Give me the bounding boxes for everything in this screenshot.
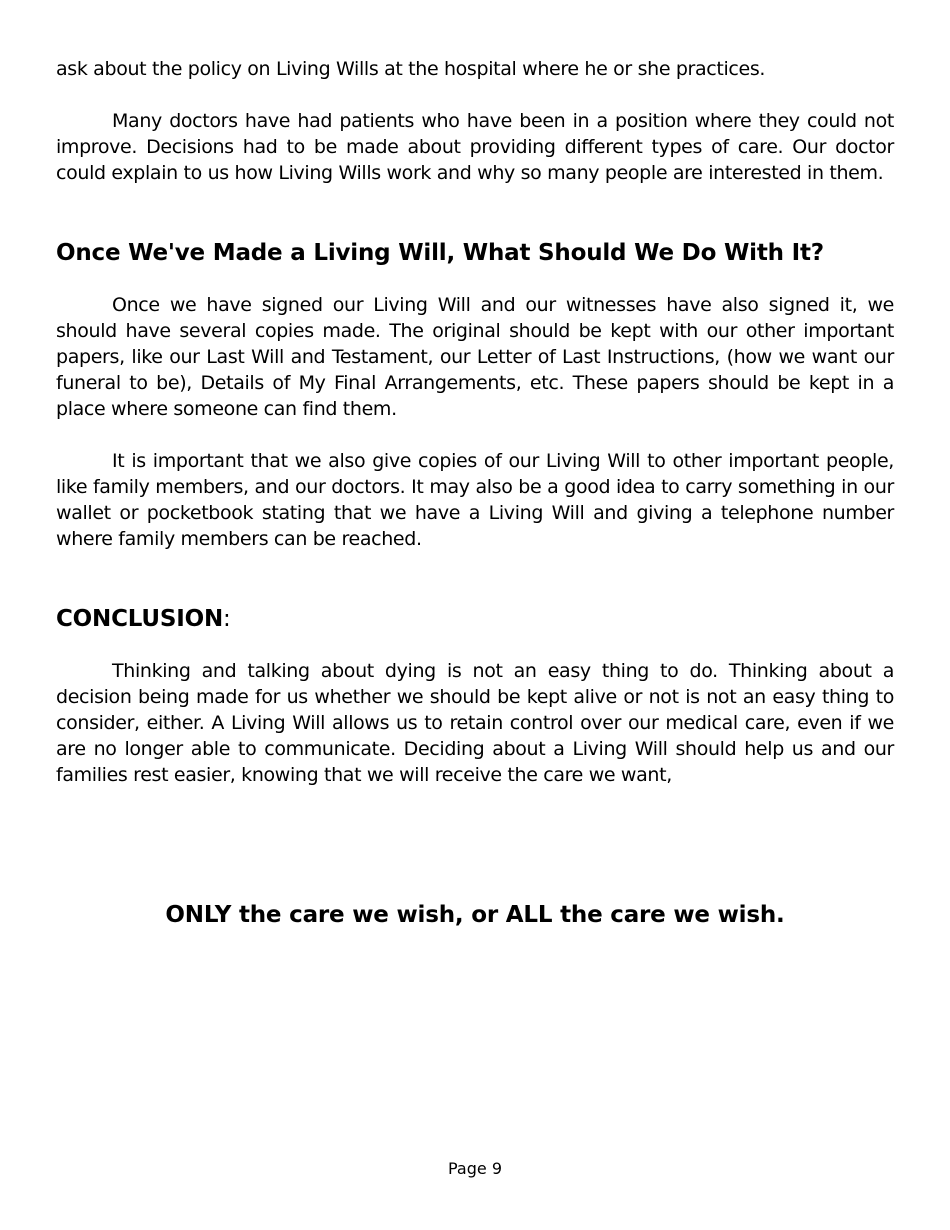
conclusion-heading-colon: : (223, 606, 231, 632)
doctors-paragraph: Many doctors have had patients who have been in a position where they could not improve. Decisions had to be made about providing different types of care. Our doctor could explain to us how Living Wills work and why so many people are interested in them. (56, 110, 894, 184)
conclusion-heading-text: CONCLUSION (56, 606, 223, 632)
closing-statement: ONLY the care we wish, or ALL the care we wish. (165, 902, 785, 928)
continuation-paragraph: ask about the policy on Living Wills at the hospital where he or she practices. (56, 58, 766, 80)
document-page (56, 56, 894, 788)
copies-paragraph: Once we have signed our Living Will and our witnesses have also signed it, we should have several copies made. The original should be kept with our other important papers, like our Last Will and Testament, our Letter of Last Instructions, (how we want our funeral to be), Details of My Final Arrangements, etc. These papers should be kept in a place where someone can find them. (56, 294, 894, 420)
page-number: Page 9 (448, 1159, 502, 1178)
distribution-paragraph: It is important that we also give copies of our Living Will to other important people, like family members, and our doctors. It may also be a good idea to carry something in our wallet or pocketbook stating that we have a Living Will and giving a telephone number where family members can be reached. (56, 450, 894, 550)
section-heading-after-signing: Once We've Made a Living Will, What Should We Do With It? (56, 240, 824, 266)
conclusion-heading (56, 604, 894, 634)
conclusion-paragraph: Thinking and talking about dying is not an easy thing to do. Thinking about a decision being made for us whether we should be kept alive or not is not an easy thing to consider, either. A Living Will allows us to retain control over our medical care, even if we are no longer able to communicate. Deciding about a Living Will should help us and our families rest easier, knowing that we will receive the care we want, (56, 660, 894, 786)
